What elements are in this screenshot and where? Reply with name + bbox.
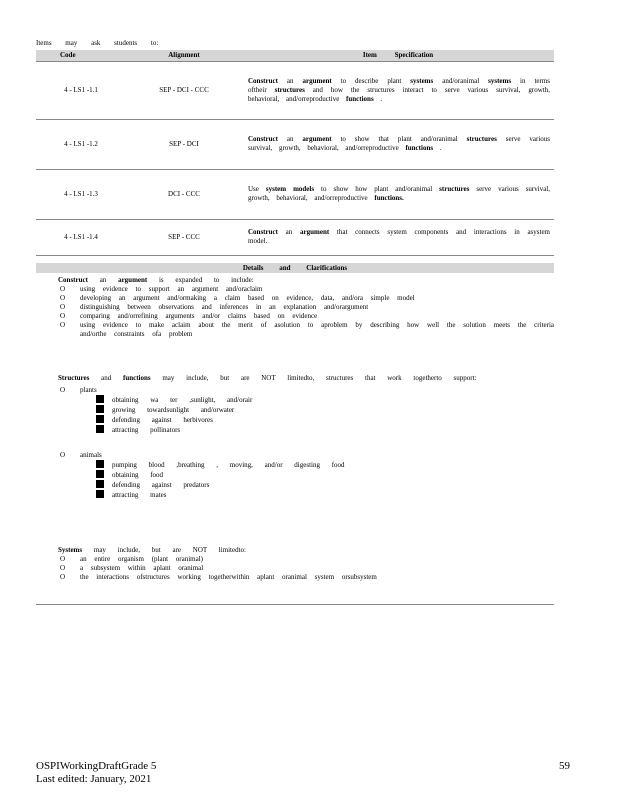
list-item: O using evidence to make aclaim about the merit of asolution to aproblem by describing how well the solution meets the criteria and/orthe constraints ofa problem xyxy=(60,321,554,338)
structures-section xyxy=(44,374,554,500)
list-item: obtaining wa ter ,sunlight, and/orair xyxy=(96,395,554,405)
section-divider xyxy=(36,604,554,605)
list-item: O using evidence to support an argument and/oraclaim xyxy=(60,285,263,293)
circle-bullet-icon: O xyxy=(60,564,66,572)
list-item: O distinguishing between observations and inferences in an explanation and/orargument xyxy=(60,303,369,311)
row-spec: Construct an argument to describe plant systems and/oranimal systems in terms oftheir structures and how the structures interact to serve various survival, growth, behavioral, and/orreproductive functions . xyxy=(242,61,554,119)
row-spec: Construct an argument that connects system components and interactions in asystem model. xyxy=(242,219,554,255)
square-bullet-icon xyxy=(96,395,104,403)
plants-sublist xyxy=(80,395,554,435)
square-bullet-icon xyxy=(96,480,104,488)
row-code: 4 - LS1 -1.3 xyxy=(36,169,126,219)
square-bullet-icon xyxy=(96,490,104,498)
intro-text: Items may ask students to: xyxy=(36,39,159,47)
table-row xyxy=(36,119,554,169)
list-item: attracting pollinators xyxy=(96,425,554,435)
list-item: pumping blood ,breathing , moving, and/or digesting food xyxy=(96,460,554,470)
list-item: O an entire organism (plant oranimal) xyxy=(60,555,204,563)
page-number: 59 xyxy=(559,760,570,772)
list-item: growing towardsunlight and/orwater xyxy=(96,405,554,415)
footer-edited: Last edited: January, 2021 xyxy=(36,773,152,785)
circle-bullet-icon: O xyxy=(60,386,66,394)
list-item: O plants obtaining wa ter ,sunlight, and/orair growing towardsunlight and/orwater defending against herbivores attracting pollinators xyxy=(60,386,554,435)
circle-bullet-icon: O xyxy=(60,294,66,302)
square-bullet-icon xyxy=(96,460,104,468)
construct-lead: Construct an argument is expanded to include: xyxy=(58,276,254,284)
row-alignment: SEP - DCI - CCC xyxy=(126,61,242,119)
table-row xyxy=(36,169,554,219)
list-item: defending against predators xyxy=(96,480,554,490)
list-item: obtaining food xyxy=(96,470,554,480)
circle-bullet-icon: O xyxy=(60,303,66,311)
row-alignment: SEP - DCI xyxy=(126,119,242,169)
row-spec: Use system models to show how plant and/oranimal structures serve various survival, growth, behavioral, and/orreproductive functions. xyxy=(242,169,554,219)
systems-section xyxy=(44,546,554,582)
row-code: 4 - LS1 -1.4 xyxy=(36,219,126,255)
list-item: O animals pumping blood ,breathing , moving, and/or digesting food obtaining food defending against predators attracting mates xyxy=(60,451,554,500)
header-alignment: Alignment xyxy=(126,50,242,61)
systems-lead: Systems may include, but are NOT limitedto: xyxy=(58,546,247,554)
list-item: O comparing and/orrefining arguments and/or claims based on evidence xyxy=(60,312,318,320)
list-item: O the interactions ofstructures working togetherwithin aplant oranimal system orsubsystem xyxy=(60,573,377,581)
square-bullet-icon xyxy=(96,415,104,423)
circle-bullet-icon: O xyxy=(60,312,66,320)
header-code: Code xyxy=(36,50,126,61)
row-alignment: DCI - CCC xyxy=(126,169,242,219)
animals-sublist xyxy=(80,460,554,500)
list-item: defending against herbivores xyxy=(96,415,554,425)
square-bullet-icon xyxy=(96,405,104,413)
row-code: 4 - LS1 -1.2 xyxy=(36,119,126,169)
construct-section xyxy=(44,276,554,339)
list-item: O a subsystem within aplant oranimal xyxy=(60,564,204,572)
table-row xyxy=(36,219,554,255)
table-header xyxy=(36,50,554,61)
square-bullet-icon xyxy=(96,425,104,433)
structures-lead: Structures and functions may include, but are NOT limitedto, structures that work togetherto support: xyxy=(58,374,477,382)
circle-bullet-icon: O xyxy=(60,573,66,581)
row-alignment: SEP - CCC xyxy=(126,219,242,255)
footer-title: OSPIWorkingDraftGrade 5 xyxy=(36,760,157,772)
list-item: O developing an argument and/ormaking a claim based on evidence, data, and/ora simple model xyxy=(60,294,415,302)
row-spec: Construct an argument to show that plant and/oranimal structures serve various survival, growth, behavioral, and/orreproductive functions . xyxy=(242,119,554,169)
square-bullet-icon xyxy=(96,470,104,478)
list-item: attracting mates xyxy=(96,490,554,500)
table-row xyxy=(36,61,554,119)
circle-bullet-icon: O xyxy=(60,451,66,459)
header-spec: Item Specification xyxy=(242,50,554,61)
footer xyxy=(36,760,156,786)
structures-list xyxy=(44,386,554,500)
circle-bullet-icon: O xyxy=(60,321,66,329)
systems-list xyxy=(44,555,554,582)
details-header: Details and Clarifications xyxy=(36,263,554,273)
row-code: 4 - LS1 -1.1 xyxy=(36,61,126,119)
circle-bullet-icon: O xyxy=(60,555,66,563)
construct-list xyxy=(44,285,554,339)
circle-bullet-icon: O xyxy=(60,285,66,293)
item-spec-table xyxy=(36,50,554,256)
